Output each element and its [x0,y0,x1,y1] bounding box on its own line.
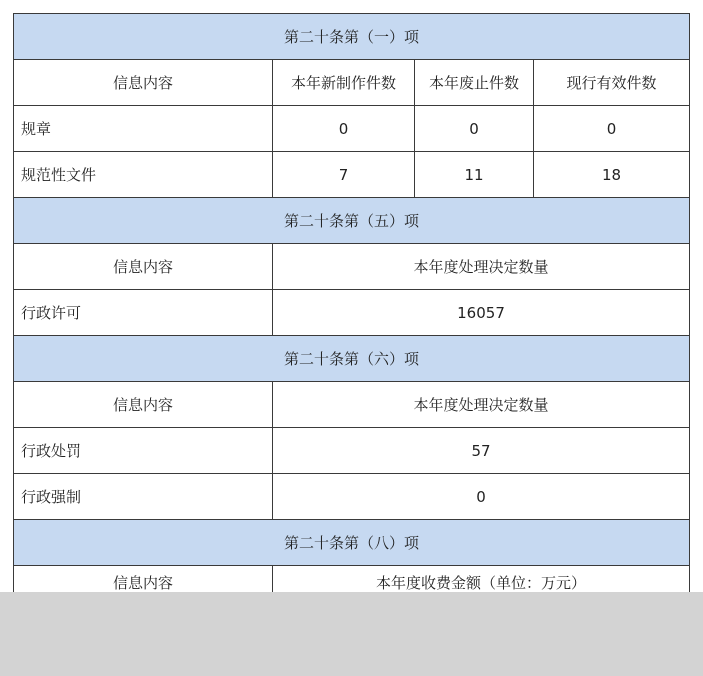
column-header: 信息内容 [14,244,273,290]
cell-value: 11 [415,152,534,198]
section-header-row [14,336,690,382]
section-title: 第二十条第（五）项 [14,198,690,244]
column-header: 本年度处理决定数量 [273,244,690,290]
cell-value: 0 [273,106,415,152]
cell-value: 57 [273,428,690,474]
column-header: 信息内容 [14,382,273,428]
column-header: 本年度处理决定数量 [273,382,690,428]
column-header: 本年废止件数 [415,60,534,106]
disclosure-table [13,13,690,594]
column-header: 本年度收费金额（单位：万元） [273,566,690,594]
gray-overlay-panel [0,592,703,676]
row-label: 规范性文件 [14,152,273,198]
cell-value: 0 [415,106,534,152]
row-label: 行政强制 [14,474,273,520]
cell-value: 18 [534,152,690,198]
section-title: 第二十条第（六）项 [14,336,690,382]
section-header-row [14,520,690,566]
column-header: 本年新制作件数 [273,60,415,106]
column-header: 现行有效件数 [534,60,690,106]
section-header-row [14,14,690,60]
table-row [14,290,690,336]
cell-value: 0 [273,474,690,520]
cell-value: 0 [534,106,690,152]
column-header: 信息内容 [14,566,273,594]
row-label: 行政许可 [14,290,273,336]
column-header: 信息内容 [14,60,273,106]
section-title: 第二十条第（一）项 [14,14,690,60]
table-row [14,152,690,198]
column-header-row [14,566,690,594]
section-header-row [14,198,690,244]
cell-value: 7 [273,152,415,198]
column-header-row [14,382,690,428]
row-label: 规章 [14,106,273,152]
column-header-row [14,244,690,290]
section-title: 第二十条第（八）项 [14,520,690,566]
table-row [14,474,690,520]
column-header-row [14,60,690,106]
row-label: 行政处罚 [14,428,273,474]
table-row [14,428,690,474]
table-row [14,106,690,152]
cell-value: 16057 [273,290,690,336]
